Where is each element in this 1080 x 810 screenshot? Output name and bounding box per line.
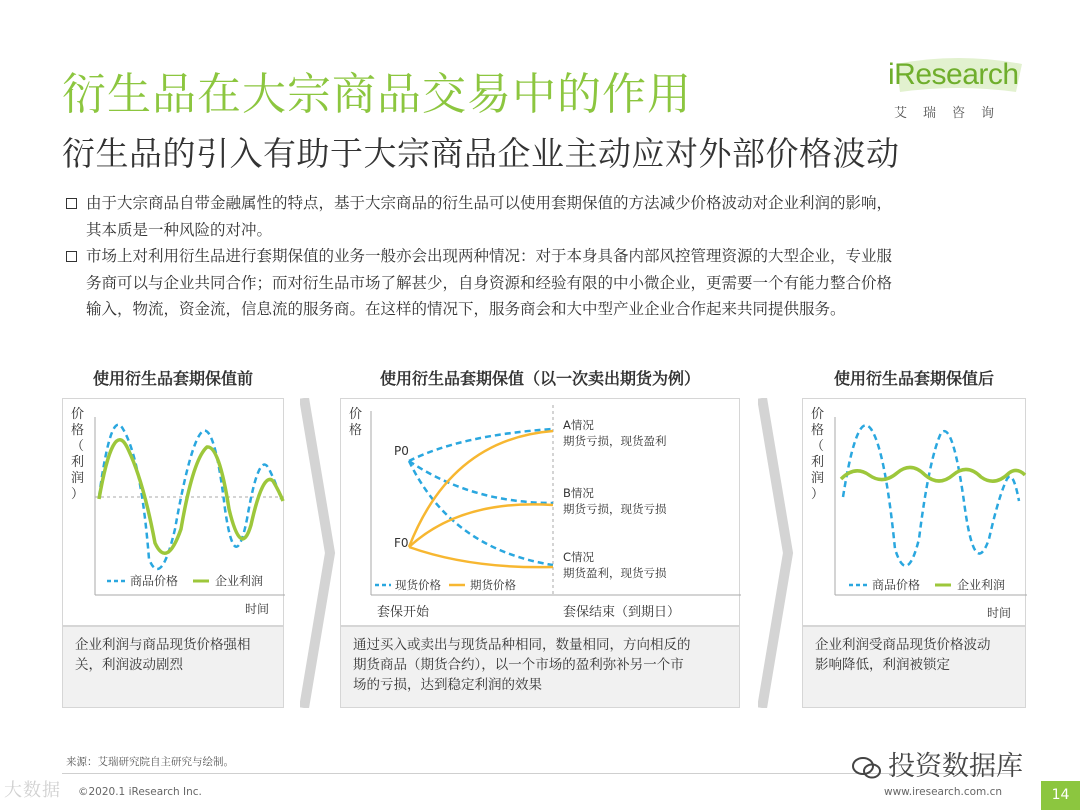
case-b-desc: 期货亏损，现货亏损 [563, 502, 667, 516]
bullet-line: 市场上对利用衍生品进行套期保值的业务一般亦会出现两种情况：对于本身具备内部风控管理资源的大型企业，专业服 [86, 247, 893, 265]
futures-curve-c [409, 547, 553, 567]
square-bullet-icon [66, 198, 77, 209]
x-axis-label: 时间 [987, 606, 1012, 620]
website-url: www.iresearch.com.cn [884, 786, 1003, 798]
y-axis-label-char: 价 [71, 407, 85, 422]
y-axis-label-char: ） [811, 487, 825, 502]
y-axis-label-char: （ [71, 439, 85, 454]
case-a-desc: 期货亏损，现货盈利 [563, 434, 667, 448]
square-bullet-icon [66, 251, 77, 262]
wechat-icon [852, 756, 882, 780]
caption-line: 影响降低，利润被锁定 [815, 657, 950, 673]
y-axis-label-char: 格 [349, 423, 363, 438]
p0-label: P0 [394, 444, 409, 458]
bullet-line: 务商可以与企业共同合作；而对衍生品市场了解甚少，自身资源和经验有限的中小微企业，更需要一个有能力整合价格 [86, 273, 893, 292]
caption-line: 通过买入或卖出与现货品种相同，数量相同，方向相反的 [353, 637, 691, 653]
profit-curve [99, 440, 283, 554]
page-number: 14 [1041, 781, 1080, 810]
legend-profit-label: 企业利润 [957, 578, 1006, 592]
x-start-label: 套保开始 [377, 605, 430, 620]
watermark-right [852, 744, 1023, 783]
legend-futures-label: 期货价格 [470, 578, 516, 592]
legend-price-label: 商品价格 [872, 578, 921, 592]
bullet-item [66, 190, 1026, 243]
y-axis-label-char: 利 [811, 455, 825, 470]
before-heading: 使用衍生品套期保值前 [92, 369, 253, 388]
y-axis-label-char: 格 [811, 423, 825, 438]
x-axis-label: 时间 [245, 602, 270, 616]
legend-price-label: 商品价格 [130, 574, 179, 588]
after-panel [802, 398, 1026, 626]
after-caption [802, 626, 1026, 708]
before-diagram [63, 399, 285, 627]
page-title: 衍生品在大宗商品交易中的作用 [62, 69, 692, 120]
bullet-line: 输入，物流，资金流，信息流的服务商。在这样的情况下，服务商会和大中型产业企业合作起来共同提供服务。 [86, 300, 846, 318]
futures-curve-b [409, 504, 553, 547]
case-b-title: B情况 [563, 486, 594, 500]
logo-cn-text: 艾瑞咨询 [894, 106, 1011, 121]
f0-label: F0 [394, 536, 409, 550]
copyright-text: ©2020.1 iResearch Inc. [78, 786, 202, 798]
y-axis-label-char: （ [811, 439, 825, 454]
page-subtitle: 衍生品的引入有助于大宗商品企业主动应对外部价格波动 [62, 134, 900, 173]
watermark-left: 大数据 [4, 780, 61, 801]
bullet-item [66, 243, 1026, 323]
x-end-label: 套保结束（到期日） [563, 605, 681, 620]
y-axis-label-char: 价 [811, 407, 825, 422]
middle-diagram [341, 399, 741, 627]
before-caption [62, 626, 284, 708]
y-axis-label-char: 润 [71, 471, 85, 486]
chevron-right-icon [758, 398, 794, 708]
y-axis-label-char: ） [71, 487, 85, 502]
case-a-title: A情况 [563, 418, 594, 432]
before-panel [62, 398, 284, 626]
middle-heading: 使用衍生品套期保值（以一次卖出期货为例） [379, 369, 700, 388]
case-c-desc: 期货盈利，现货亏损 [563, 566, 667, 580]
after-diagram [803, 399, 1027, 627]
middle-panel [340, 398, 740, 626]
caption-line: 场的亏损，达到稳定利润的效果 [353, 677, 542, 693]
middle-caption [340, 626, 740, 708]
logo-wordmark: iResearch [888, 58, 1019, 91]
legend-profit-label: 企业利润 [215, 574, 264, 588]
bullet-list [66, 190, 1026, 323]
iresearch-logo [888, 58, 1028, 124]
case-c-title: C情况 [563, 550, 595, 564]
profit-curve [841, 467, 1025, 481]
y-axis-label-char: 利 [71, 455, 85, 470]
source-note: 来源：艾瑞研究院自主研究与绘制。 [66, 756, 234, 768]
caption-line: 企业利润与商品现货价格强相 [75, 637, 251, 653]
caption-line: 关，利润波动剧烈 [75, 657, 183, 673]
price-curve [843, 425, 1019, 565]
y-axis-label-char: 价 [349, 407, 363, 422]
after-heading: 使用衍生品套期保值后 [833, 369, 994, 388]
y-axis-label-char: 格 [71, 423, 85, 438]
chevron-right-icon [300, 398, 336, 708]
bullet-line: 其本质是一种风险的对冲。 [86, 220, 273, 239]
watermark-right-text: 投资数据库 [888, 751, 1023, 782]
caption-line: 期货商品（期货合约），以一个市场的盈利弥补另一个市 [353, 657, 684, 673]
legend-spot-label: 现货价格 [395, 578, 441, 592]
bullet-line: 由于大宗商品自带金融属性的特点，基于大宗商品的衍生品可以使用套期保值的方法减少价格波动对企业利润的影响， [86, 194, 893, 212]
y-axis-label-char: 润 [811, 471, 825, 486]
spot-curve-c [409, 461, 553, 565]
caption-line: 企业利润受商品现货价格波动 [815, 637, 991, 653]
